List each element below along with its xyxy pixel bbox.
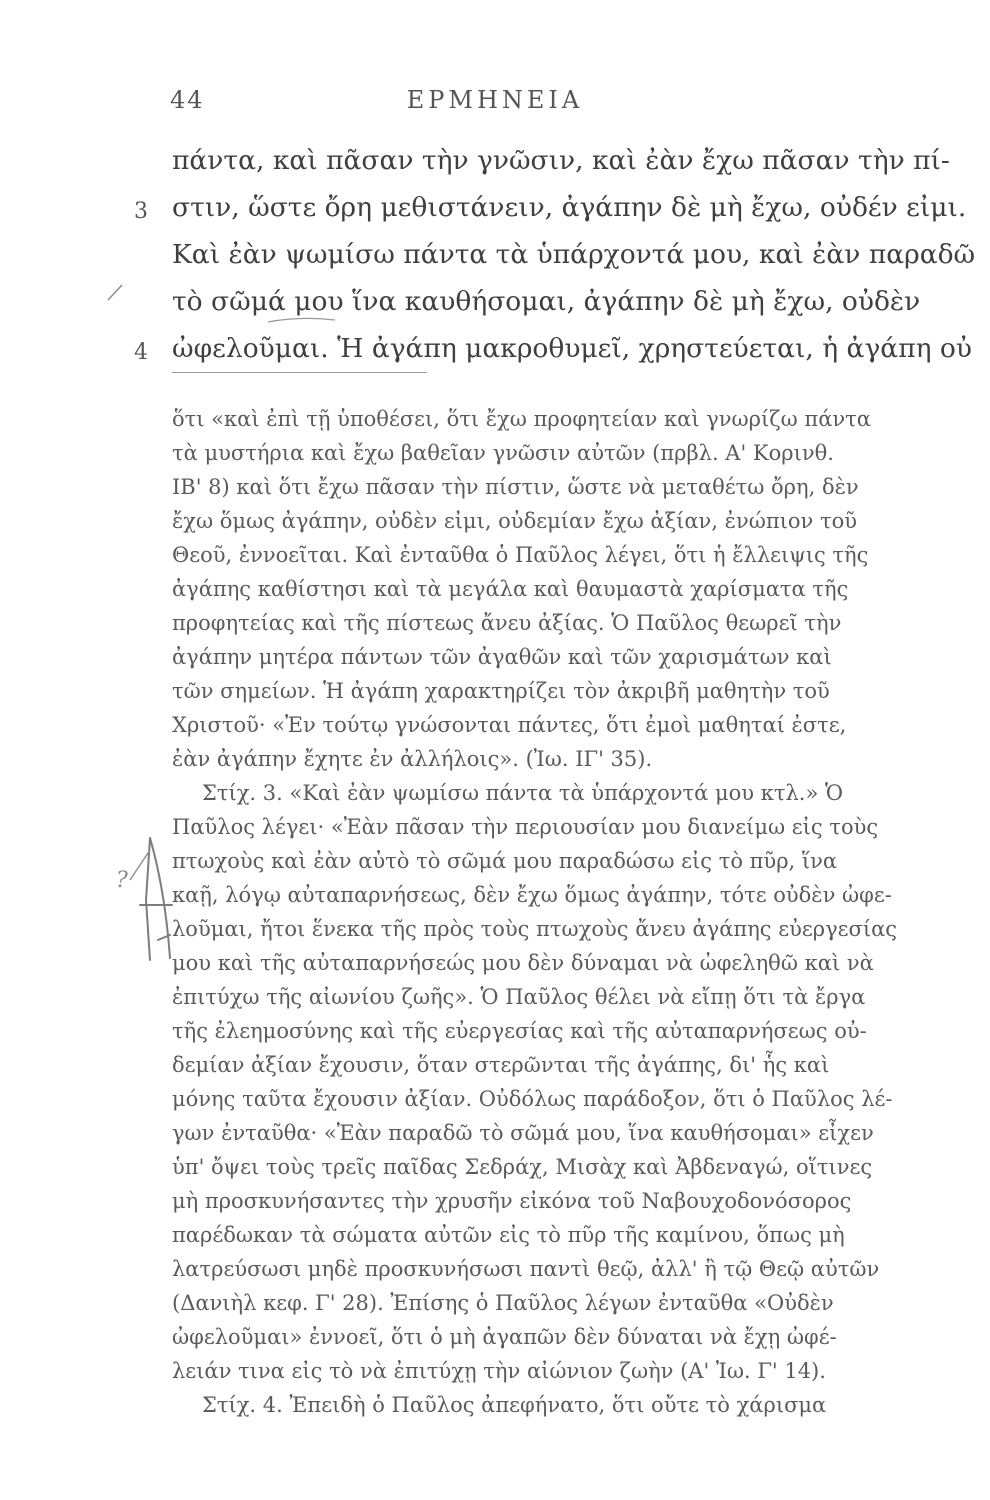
commentary-line: μὴ προσκυνήσαντες τὴν χρυσῆν εἰκόνα τοῦ Ναβουχοδονόσορος <box>172 1189 852 1213</box>
verse-number-4: 4 <box>134 340 148 365</box>
commentary-line: λατρεύσωσι μηδὲ προσκυνήσωσι παντὶ θεῷ, ἀλλ' ἢ τῷ Θεῷ αὐτῶν <box>172 1257 880 1281</box>
pencil-underline <box>268 318 335 322</box>
main-line: ὠφελοῦμαι. Ἡ ἀγάπη μακροθυμεῖ, χρηστεύεται, ἡ ἀγάπη οὐ <box>172 333 972 364</box>
commentary-line: προφητείας καὶ τῆς πίστεως ἄνευ ἀξίας. Ὁ Παῦλος θεωρεῖ τὴν <box>172 611 842 635</box>
main-line: στιν, ὥστε ὄρη μεθιστάνειν, ἀγάπην δὲ μὴ ἔχω, οὐδέν εἰμι. <box>172 192 967 223</box>
commentary-line: Χριστοῦ· «Ἐν τούτῳ γνώσονται πάντες, ὅτι ἐμοὶ μαθηταί ἐστε, <box>172 713 847 737</box>
commentary-line: τὰ μυστήρια καὶ ἔχω βαθεῖαν γνῶσιν αὐτῶν (πρβλ. Α' Κορινθ. <box>172 441 834 465</box>
commentary-line: καῇ, λόγῳ αὐταπαρνήσεως, δὲν ἔχω ὅμως ἀγάπην, τότε οὐδὲν ὠφε- <box>172 883 892 907</box>
main-line: πάντα, καὶ πᾶσαν τὴν γνῶσιν, καὶ ἐὰν ἔχω πᾶσαν τὴν πί- <box>172 145 950 176</box>
commentary-line: ἀγάπην μητέρα πάντων τῶν ἀγαθῶν καὶ τῶν χαρισμάτων καὶ <box>172 645 832 669</box>
commentary-line: δεμίαν ἀξίαν ἔχουσιν, ὅταν στερῶνται τῆς ἀγάπης, δι' ἧς καὶ <box>172 1053 830 1077</box>
commentary-line: ἔχω ὅμως ἀγάπην, οὐδὲν εἰμι, οὐδεμίαν ἔχω ἀξίαν, ἐνώπιον τοῦ <box>172 509 857 533</box>
main-line: τὸ σῶμά μου ἵνα καυθήσομαι, ἀγάπην δὲ μὴ ἔχω, οὐδὲν <box>172 286 921 317</box>
pencil-bracket-mark <box>140 838 172 960</box>
commentary-line: λειάν τινα εἰς τὸ νὰ ἐπιτύχῃ τὴν αἰώνιον ζωὴν (Α' Ἰω. Γ' 14). <box>172 1359 826 1383</box>
commentary-line: (Δανιὴλ κεφ. Γ' 28). Ἐπίσης ὁ Παῦλος λέγων ἐνταῦθα «Οὐδὲν <box>172 1291 834 1315</box>
commentary-line: λοῦμαι, ἤτοι ἕνεκα τῆς πρὸς τοὺς πτωχοὺς ἄνευ ἀγάπης εὐεργεσίας <box>172 917 898 941</box>
pencil-tick-mark <box>108 285 122 300</box>
commentary-line: ὅτι «καὶ ἐπὶ τῇ ὑποθέσει, ὅτι ἔχω προφητείαν καὶ γνωρίζω πάντα <box>172 407 871 431</box>
commentary-line: ὠφελοῦμαι» ἐννοεῖ, ὅτι ὁ μὴ ἀγαπῶν δὲν δύναται νὰ ἔχῃ ὠφέ- <box>172 1325 837 1349</box>
commentary-line: ἀγάπης καθίστησι καὶ τὰ μεγάλα καὶ θαυμαστὰ χαρίσματα τῆς <box>172 577 849 601</box>
commentary-line: Θεοῦ, ἐννοεῖται. Καὶ ἐνταῦθα ὁ Παῦλος λέγει, ὅτι ἡ ἔλλειψις τῆς <box>172 543 869 567</box>
commentary-line: ὑπ' ὄψει τοὺς τρεῖς παῖδας Σεδράχ, Μισὰχ καὶ Ἀβδεναγώ, οἵτινες <box>172 1155 873 1179</box>
commentary-line: Παῦλος λέγει· «Ἐὰν πᾶσαν τὴν περιουσίαν μου διανείμω εἰς τοὺς <box>172 815 879 839</box>
running-title: ΕΡΜΗΝΕΙΑ <box>406 86 584 114</box>
commentary-line: ἐπιτύχω τῆς αἰωνίου ζωῆς». Ὁ Παῦλος θέλει νὰ εἴπῃ ὅτι τὰ ἔργα <box>172 985 866 1009</box>
commentary-line: ΙΒ' 8) καὶ ὅτι ἔχω πᾶσαν τὴν πίστιν, ὥστε νὰ μεταθέτω ὄρη, δὲν <box>172 475 859 499</box>
commentary-line: τῶν σημείων. Ἡ ἀγάπη χαρακτηρίζει τὸν ἀκριβῆ μαθητὴν τοῦ <box>172 679 830 703</box>
commentary-line: πτωχοὺς καὶ ἐὰν αὐτὸ τὸ σῶμά μου παραδώσω εἰς τὸ πῦρ, ἵνα <box>172 849 838 873</box>
commentary-line: γων ἐνταῦθα· «Ἐὰν παραδῶ τὸ σῶμά μου, ἵνα καυθήσομαι» εἶχεν <box>172 1121 874 1145</box>
commentary-line: ἐὰν ἀγάπην ἔχητε ἐν ἀλλήλοις». (Ἰω. ΙΓ' 35). <box>172 747 653 771</box>
commentary-line: παρέδωκαν τὰ σώματα αὐτῶν εἰς τὸ πῦρ τῆς καμίνου, ὅπως μὴ <box>172 1223 845 1247</box>
main-line: Καὶ ἐὰν ψωμίσω πάντα τὰ ὑπάρχοντά μου, καὶ ἐὰν παραδῶ <box>172 239 976 270</box>
pencil-question-mark: ? <box>116 868 128 893</box>
verse-number-3: 3 <box>134 199 148 224</box>
page-number: 44 <box>170 86 205 114</box>
commentary-line: τῆς ἐλεημοσύνης καὶ τῆς εὐεργεσίας καὶ τῆς αὐταπαρνήσεως οὐ- <box>172 1019 867 1043</box>
commentary-line: Στίχ. 3. «Καὶ ἐὰν ψωμίσω πάντα τὰ ὑπάρχοντά μου κτλ.» Ὁ <box>202 781 844 805</box>
commentary-line: μου καὶ τῆς αὐταπαρνήσεώς μου δὲν δύναμαι νὰ ὠφεληθῶ καὶ νὰ <box>172 951 874 975</box>
commentary-line: μόνης ταῦτα ἔχουσιν ἀξίαν. Οὐδόλως παράδοξον, ὅτι ὁ Παῦλος λέ- <box>172 1087 893 1111</box>
commentary-line: Στίχ. 4. Ἐπειδὴ ὁ Παῦλος ἀπεφήνατο, ὅτι οὔτε τὸ χάρισμα <box>202 1393 827 1417</box>
